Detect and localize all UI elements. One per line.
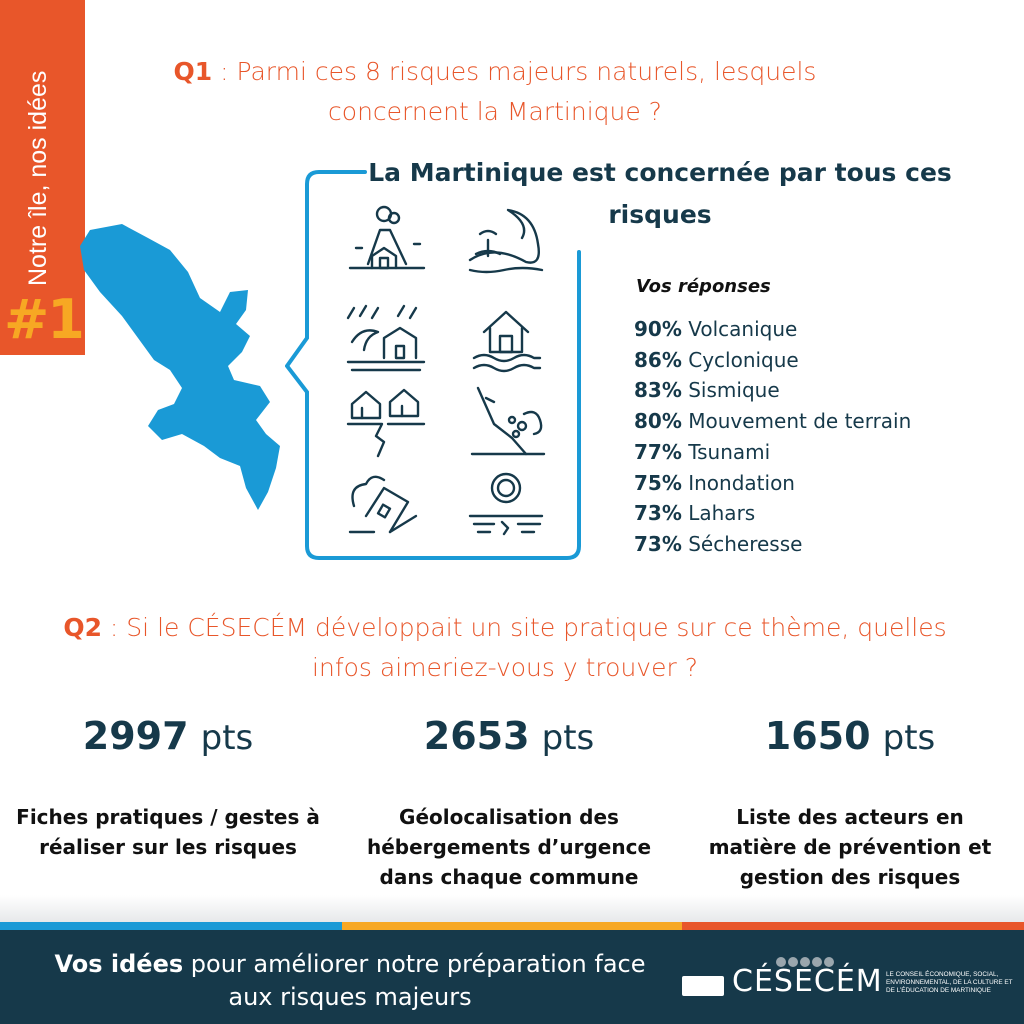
stripe-blue: [0, 922, 342, 930]
list-item: [634, 345, 911, 376]
question-2: [60, 608, 950, 688]
logo-name: CÉSECÉM: [732, 964, 883, 999]
tsunami-icon: [464, 204, 548, 278]
side-tab-number: #1: [4, 288, 83, 351]
response-percent: 86%: [634, 347, 682, 372]
list-item: [634, 529, 911, 560]
responses-list: [634, 314, 911, 560]
response-percent: 83%: [634, 378, 682, 403]
response-percent: 73%: [634, 531, 682, 556]
question-1: [100, 52, 890, 132]
footer-tagline: [30, 948, 670, 1014]
lahar-icon: [344, 466, 428, 540]
cyclone-icon: [344, 302, 428, 376]
question-2-prefix: Q2: [63, 613, 102, 642]
response-label: Sécheresse: [688, 531, 803, 556]
response-label: Tsunami: [688, 439, 771, 464]
stripe-orange: [682, 922, 1024, 930]
response-label: Lahars: [688, 501, 756, 526]
stat-block: [349, 712, 669, 892]
stat-unit: pts: [541, 718, 595, 758]
side-tab-label: Notre île, nos idées: [24, 70, 52, 286]
stat-description: Liste des acteurs en matière de prévention et gestion des risques: [708, 805, 992, 889]
collectivite-badge: [682, 976, 724, 996]
stat-number: 1650: [764, 714, 871, 758]
landslide-icon: [464, 384, 548, 458]
stat-value: [690, 712, 1010, 762]
martinique-map: [70, 220, 310, 520]
earthquake-icon: [344, 384, 428, 458]
response-label: Cyclonique: [688, 347, 799, 372]
question-2-text: : Si le CÉSECÉM développait un site pratique sur ce thème, quelles infos aimeriez-vous y trouver ?: [101, 613, 947, 682]
stat-value: [8, 712, 328, 762]
list-item: [634, 375, 911, 406]
response-percent: 80%: [634, 409, 682, 434]
stat-unit: pts: [882, 718, 936, 758]
stat-description: Fiches pratiques / gestes à réaliser sur les risques: [16, 805, 320, 859]
list-item: [634, 314, 911, 345]
list-item: [634, 437, 911, 468]
stat-block: [8, 712, 328, 862]
footer: [0, 930, 1024, 1024]
stripe-yellow: [342, 922, 682, 930]
footer-tagline-rest: pour améliorer notre préparation face aux risques majeurs: [183, 950, 646, 1011]
question-1-text: : Parmi ces 8 risques majeurs naturels, lesquels concernent la Martinique ?: [212, 57, 817, 126]
volcano-icon: [344, 204, 428, 278]
logo-subtitle: LE CONSEIL ÉCONOMIQUE, SOCIAL, ENVIRONNEMENTAL, DE LA CULTURE ET DE L’ÉDUCATION DE MARTINIQUE: [886, 971, 1013, 994]
footer-tagline-bold: Vos idées: [54, 950, 184, 978]
response-label: Mouvement de terrain: [688, 409, 912, 434]
question-1-prefix: Q1: [173, 57, 213, 86]
stat-description: Géolocalisation des hébergements d’urgence dans chaque commune: [366, 805, 652, 889]
stat-number: 2997: [82, 714, 189, 758]
response-percent: 90%: [634, 317, 682, 341]
footer-fade: [0, 895, 1024, 925]
response-percent: 77%: [634, 439, 682, 464]
response-label: Volcanique: [688, 317, 798, 341]
response-label: Inondation: [688, 470, 795, 495]
answer-title: La Martinique est concernée par tous ces risques: [368, 158, 952, 229]
flood-icon: [464, 302, 548, 376]
list-item: [634, 468, 911, 499]
cesecem-logo: [680, 950, 1013, 1010]
list-item: [634, 406, 911, 437]
stat-block: [690, 712, 1010, 892]
response-percent: 73%: [634, 501, 682, 526]
response-percent: 75%: [634, 470, 682, 495]
stat-unit: pts: [200, 718, 254, 758]
stat-value: [349, 712, 669, 762]
response-label: Sismique: [688, 378, 780, 403]
drought-icon: [464, 466, 548, 540]
responses-title: Vos réponses: [636, 276, 771, 297]
stat-number: 2653: [423, 714, 530, 758]
list-item: [634, 498, 911, 529]
